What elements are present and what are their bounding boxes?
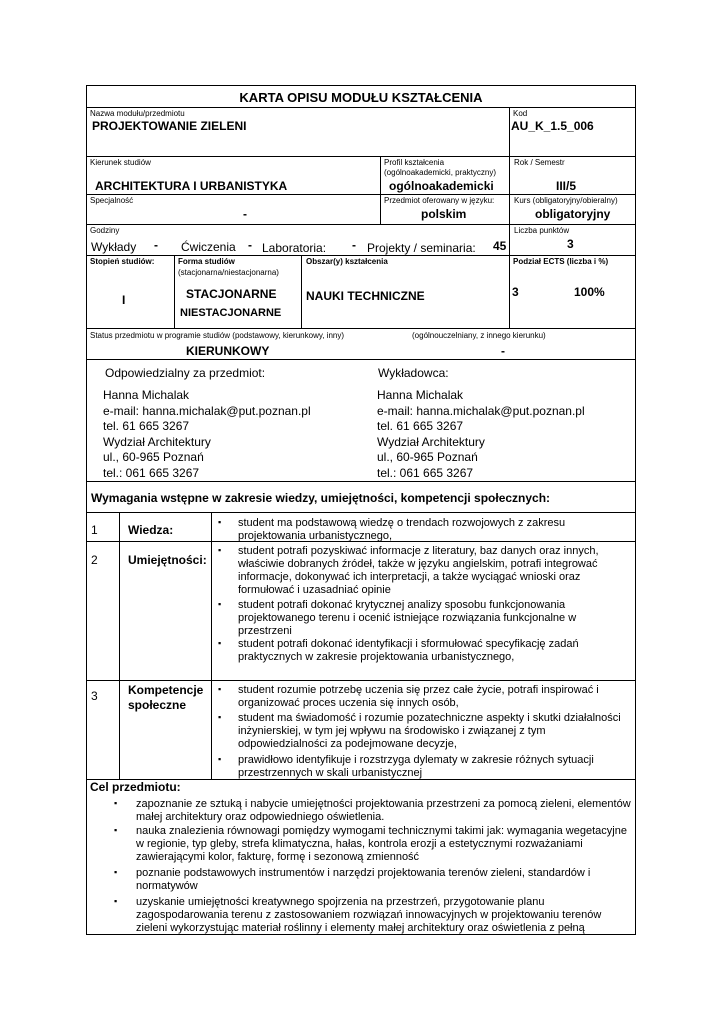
- year-value: III/5: [556, 179, 577, 193]
- divider: [380, 156, 381, 224]
- responsible-label: Odpowiedzialny za przedmiot:: [105, 366, 266, 380]
- ects-number: 3: [512, 285, 519, 299]
- divider: [509, 255, 510, 328]
- responsible-email[interactable]: e-mail: hanna.michalak@put.poznan.pl: [103, 403, 311, 418]
- ects-percent: 100%: [574, 285, 605, 299]
- lectures-value: -: [154, 238, 158, 252]
- responsible-name: Hanna Michalak: [103, 388, 190, 402]
- lecturer-name: Hanna Michalak: [377, 388, 464, 402]
- responsible-contact: [103, 388, 311, 481]
- divider: [509, 107, 510, 156]
- bullet-icon: ▪: [218, 599, 222, 609]
- form-hint: (stacjonarna/niestacjonarna): [178, 268, 279, 277]
- divider: [86, 680, 636, 681]
- divider: [86, 255, 636, 256]
- lectures-label: Wykłady: [91, 240, 137, 254]
- bullet-icon: ▪: [114, 825, 118, 835]
- goal-item-3: poznanie podstawowych instrumentów i narzędzi projektowania terenów zieleni, standardów i normatywów: [136, 867, 591, 892]
- module-name: PROJEKTOWANIE ZIELENI: [92, 119, 247, 133]
- responsible-department: Wydział Architektury: [103, 434, 211, 449]
- req-row-2-num: 2: [91, 553, 98, 567]
- req-3-item-1: student rozumie potrzebę uczenia się przez całe życie, potrafi inspirować i organizować proces uczenia się innych osób,: [238, 684, 599, 709]
- divider: [86, 107, 636, 108]
- divider: [86, 328, 636, 329]
- responsible-phone-2: tel.: 061 665 3267: [103, 465, 200, 480]
- lab-value: -: [352, 238, 356, 252]
- goal-item-4: uzyskanie umiejętności kreatywnego spojrzenia na przestrzeń, przygotowanie planu zagospodarowania terenu z zastosowaniem rozwiązań innowacyjnych w projektowaniu terenów zieleni wykorzystując materiał roślinny i elementy małej architektury oraz oświetlenia z pełną: [136, 896, 602, 934]
- divider: [509, 224, 510, 255]
- goal-item-2: nauka znalezienia równowagi pomiędzy wymogami technicznymi takimi jak: wymagania wegetacyjne w regionie, typ gleby, strefa klimatyczna, hałas, kontrola erozji a estetycznymi rozważaniami zawierającymi kolor, fakturę, formę i sezonową zmienność: [136, 825, 627, 863]
- hours-label: Godziny: [90, 226, 120, 235]
- course-value: obligatoryjny: [535, 207, 611, 221]
- projects-label: Projekty / seminaria:: [367, 241, 476, 255]
- area-label: Obszar(y) kształcenia: [306, 257, 388, 266]
- divider: [86, 481, 636, 482]
- divider: [86, 224, 636, 225]
- bullet-icon: ▪: [218, 684, 222, 694]
- bullet-icon: ▪: [114, 798, 118, 808]
- divider: [86, 156, 636, 157]
- goal-item-1: zapoznanie ze sztuką i nabycie umiejętności projektowania przestrzeni za pomocą zieleni, elementów małej architektury oraz odpowiedniego oświetlenia.: [136, 798, 631, 823]
- divider: [119, 512, 120, 779]
- language-label: Przedmiot oferowany w języku:: [384, 196, 495, 205]
- bullet-icon: ▪: [218, 545, 222, 555]
- req-row-1-name: Wiedza:: [128, 523, 174, 537]
- lecturer-phone-2: tel.: 061 665 3267: [377, 465, 474, 480]
- lecturer-phone: tel. 61 665 3267: [377, 419, 464, 433]
- status-label: Status przedmiotu w programie studiów (podstawowy, kierunkowy, inny): [90, 331, 345, 340]
- status-label-2: (ogólnouczelniany, z innego kierunku): [412, 331, 546, 340]
- bullet-icon: ▪: [218, 517, 222, 527]
- req-row-2-name: Umiejętności:: [128, 553, 207, 567]
- exercises-label: Ćwiczenia: [181, 240, 236, 254]
- divider: [211, 512, 212, 779]
- form-value-2: NIESTACJONARNE: [180, 307, 282, 319]
- language-value: polskim: [421, 207, 467, 221]
- req-2-item-3: student potrafi dokonać identyfikacji i sformułować specyfikację zadań praktycznych w zakresie projektowania urbanistycznego,: [238, 638, 579, 663]
- req-2-item-2: student potrafi dokonać krytycznej analizy sposobu funkcjonowania projektowanego terenu i ocenić istniejące rozwiązania funkcjonalne w przestrzeni: [238, 599, 577, 637]
- divider: [86, 359, 636, 360]
- form-label: Forma studiów: [178, 257, 235, 266]
- status-value-2: -: [501, 344, 505, 358]
- lecturer-label: Wykładowca:: [378, 366, 449, 380]
- req-row-1-num: 1: [91, 523, 98, 537]
- bullet-icon: ▪: [218, 638, 222, 648]
- responsible-address: ul., 60-965 Poznań: [103, 450, 204, 464]
- requirements-heading: Wymagania wstępne w zakresie wiedzy, umiejętności, kompetencji społecznych:: [91, 491, 551, 505]
- lecturer-address: ul., 60-965 Poznań: [377, 450, 478, 464]
- level-label: Stopień studiów:: [90, 257, 155, 266]
- projects-value: 45: [493, 239, 507, 253]
- bullet-icon: ▪: [218, 754, 222, 764]
- profile-hint: (ogólnoakademicki, praktyczny): [384, 168, 497, 177]
- goals-heading: Cel przedmiotu:: [90, 780, 181, 794]
- page-title: KARTA OPISU MODUŁU KSZTAŁCENIA: [239, 90, 483, 105]
- ects-label: Podział ECTS (liczba i %): [513, 257, 609, 266]
- req-row-3-num: 3: [91, 689, 98, 703]
- lecturer-email[interactable]: e-mail: hanna.michalak@put.poznan.pl: [377, 403, 585, 418]
- bullet-icon: ▪: [218, 712, 222, 722]
- points-label: Liczba punktów: [514, 226, 570, 235]
- divider: [86, 512, 636, 513]
- req-1-item-1: student ma podstawową wiedzę o trendach rozwojowych z zakresu projektowania urbanistycznego,: [238, 517, 566, 542]
- divider: [86, 194, 636, 195]
- spec-label: Specjalność: [90, 196, 134, 205]
- field-value: ARCHITEKTURA I URBANISTYKA: [95, 179, 288, 193]
- level-value: I: [122, 293, 126, 307]
- req-row-3-name: Kompetencje społeczne: [128, 683, 204, 712]
- req-2-item-1: student potrafi pozyskiwać informacje z literatury, baz danych oraz innych, właściwie dobranych źródeł, także w języku angielskim, potrafi integrować informacje, dokonywać ich interpretacji, a także wyciągać wnioski oraz formułować i uzasadniać opinie: [238, 545, 599, 596]
- profile-label: Profil kształcenia: [384, 158, 445, 167]
- spec-value: -: [243, 207, 247, 221]
- field-label: Kierunek studiów: [90, 158, 151, 167]
- form-value-1: STACJONARNE: [186, 287, 277, 301]
- responsible-phone: tel. 61 665 3267: [103, 419, 190, 433]
- lab-label: Laboratoria:: [262, 241, 327, 255]
- bullet-icon: ▪: [114, 896, 118, 906]
- divider: [301, 255, 302, 328]
- module-name-label: Nazwa modułu/przedmiotu: [90, 109, 185, 118]
- course-label: Kurs (obligatoryjny/obieralny): [514, 196, 618, 205]
- divider: [509, 156, 510, 224]
- points-value: 3: [567, 237, 574, 251]
- divider: [174, 255, 175, 328]
- lecturer-department: Wydział Architektury: [377, 434, 485, 449]
- status-value: KIERUNKOWY: [186, 344, 270, 358]
- module-code-label: Kod: [513, 109, 528, 118]
- req-3-item-3: prawidłowo identyfikuje i rozstrzyga dylematy w zakresie różnych sytuacji przestrzennych w skali urbanistycznej: [238, 754, 594, 779]
- year-label: Rok / Semestr: [514, 158, 565, 167]
- area-value: NAUKI TECHNICZNE: [306, 289, 425, 303]
- req-3-item-2: student ma świadomość i rozumie pozatechniczne aspekty i skutki działalności inżynierskiej, w tym jej wpływu na środowisko i związanej z tym odpowiedzialności za podejmowane decyzje,: [238, 712, 621, 750]
- module-code: AU_K_1.5_006: [511, 119, 594, 133]
- exercises-value: -: [248, 238, 252, 252]
- bullet-icon: ▪: [114, 867, 118, 877]
- profile-value: ogólnoakademicki: [389, 179, 494, 193]
- lecturer-contact: [377, 388, 585, 481]
- divider: [86, 541, 636, 542]
